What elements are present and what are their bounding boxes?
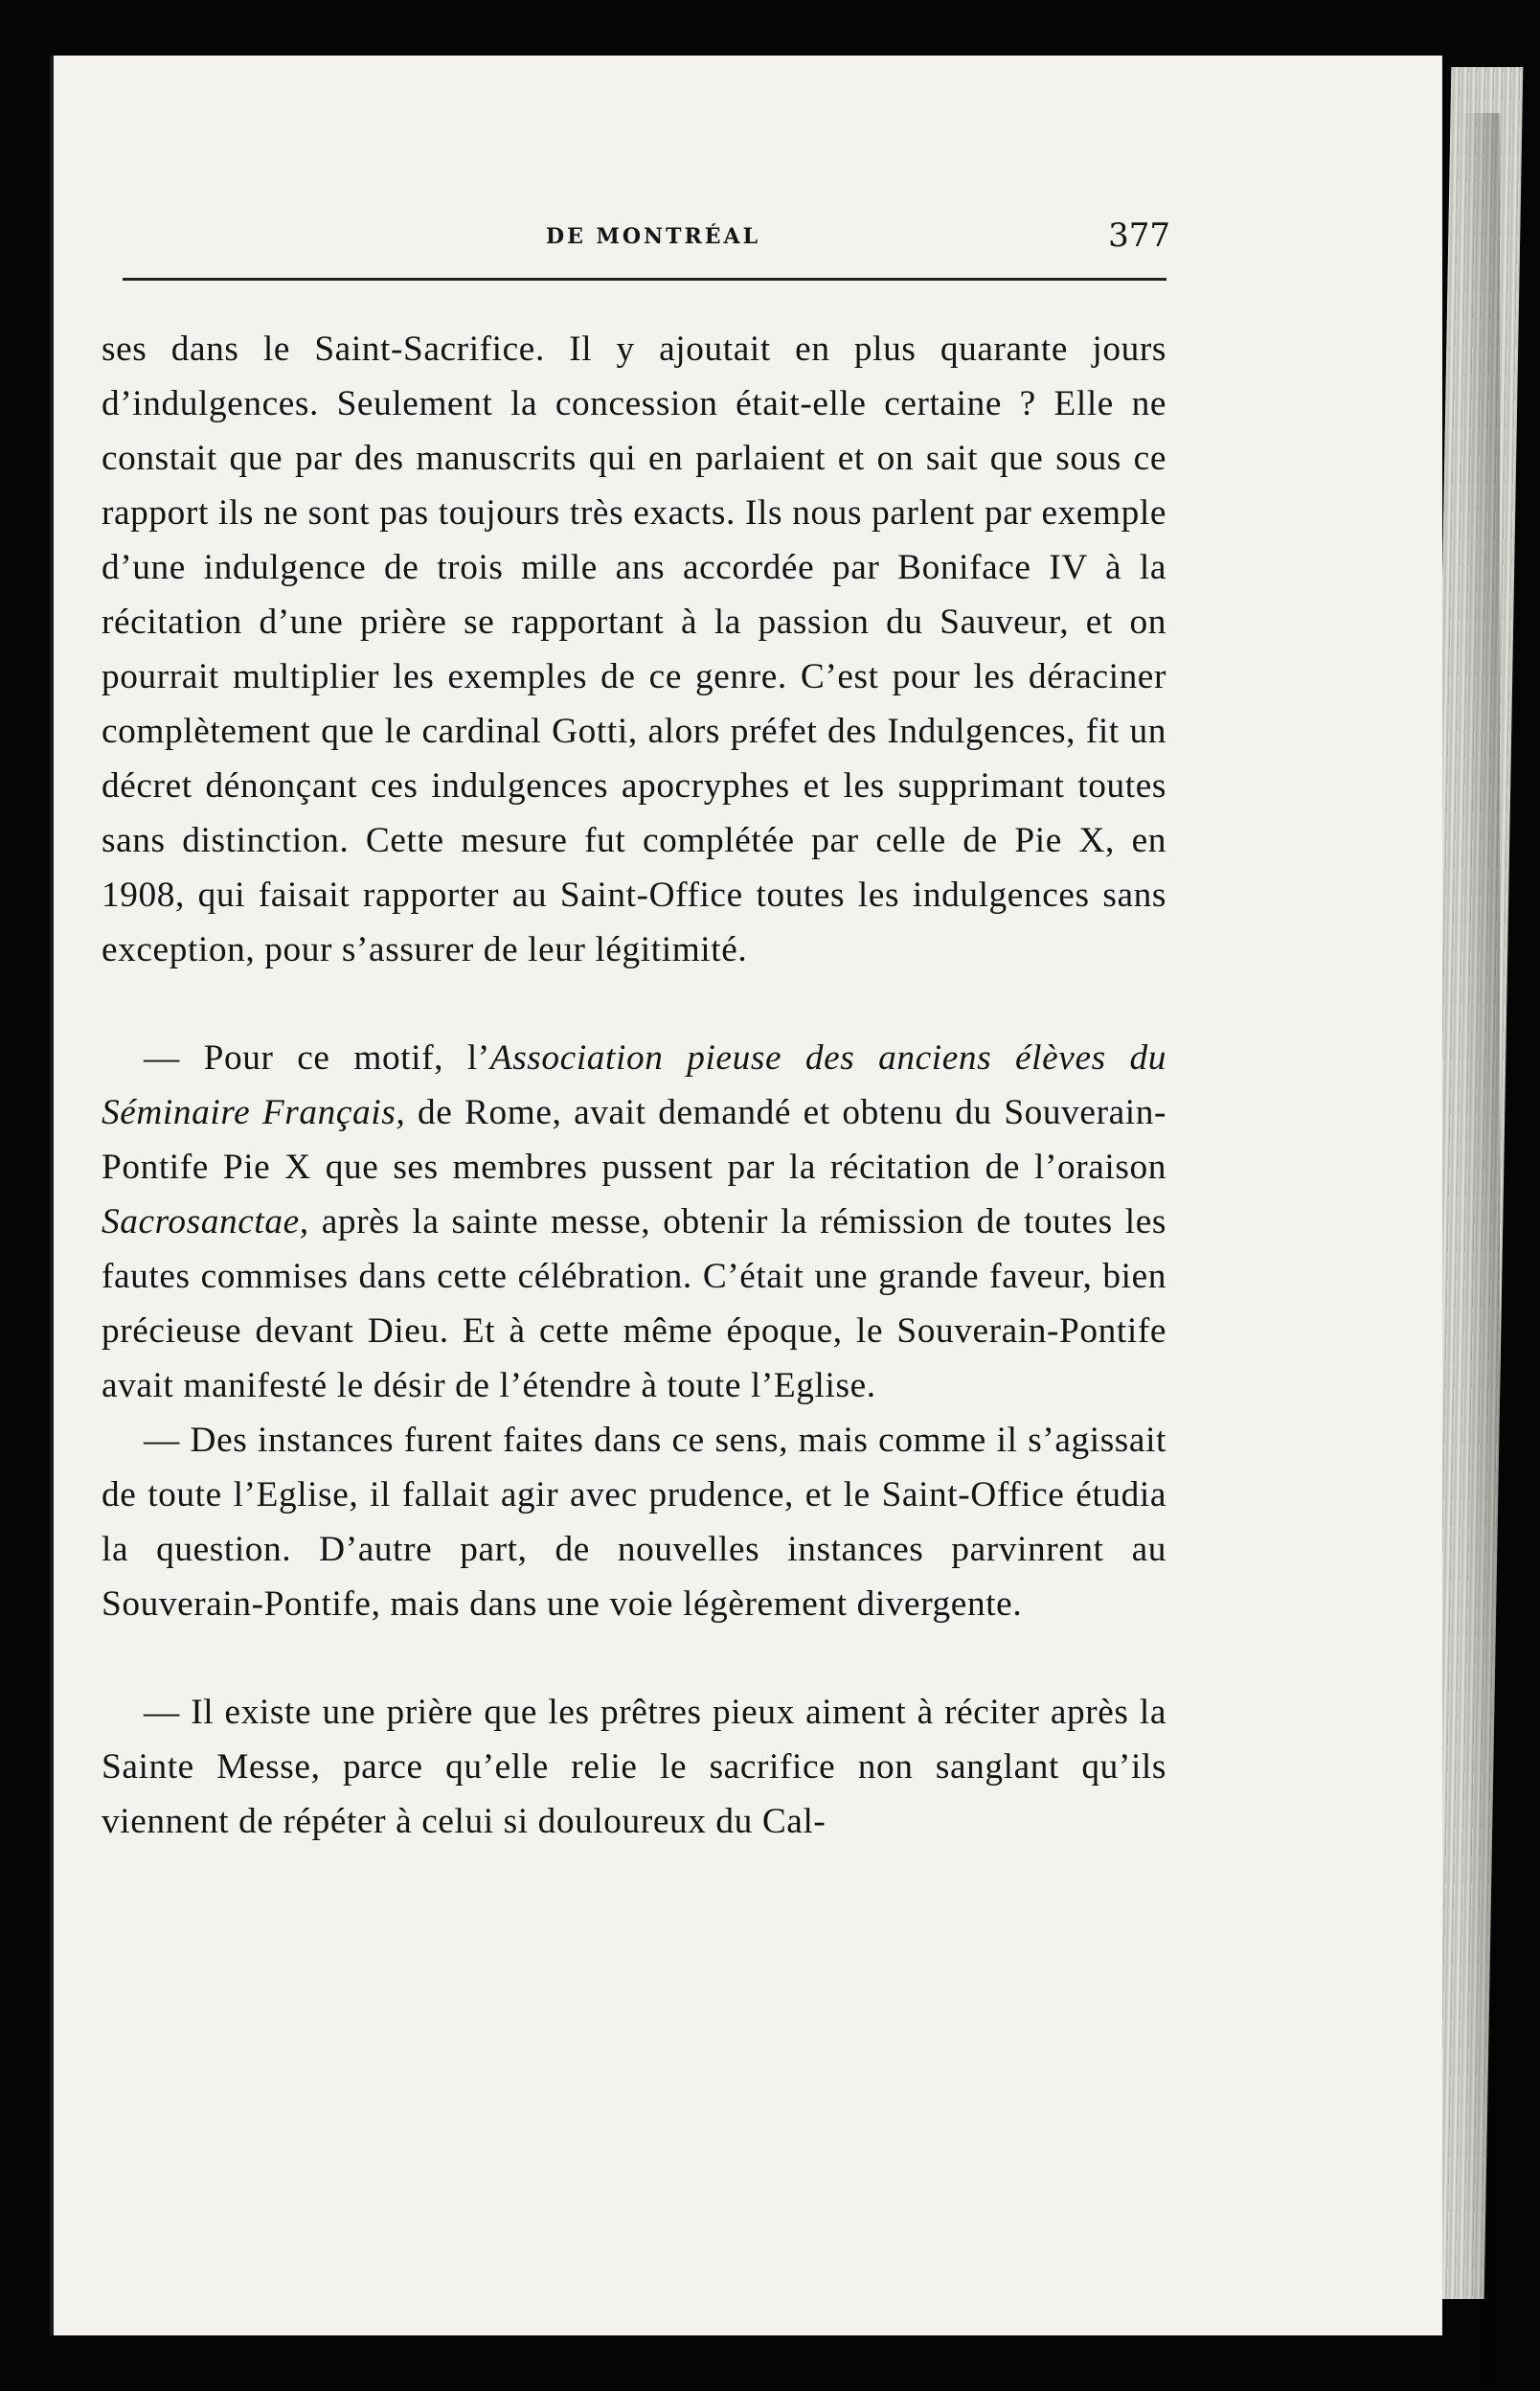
paragraph-2-italic-2: Sacrosanctae,: [102, 1202, 309, 1241]
page-number: 377: [1108, 216, 1170, 255]
paragraph-3: [102, 1413, 1166, 1631]
running-head: DE MONTRÉAL: [546, 224, 761, 249]
header-rule: [123, 278, 1166, 281]
body-text: [102, 322, 1166, 1849]
paragraph-2-text-1: — Pour ce motif, l’: [144, 1038, 490, 1078]
paragraph-4: [102, 1685, 1166, 1849]
paragraph-2-text-2: de Rome, avait demandé et obtenu du Souverain-Pontife Pie X que ses membres pussent par la récitation de l’oraison: [102, 1093, 1166, 1187]
paragraph-2-italic-1: Association pieuse des anciens élèves du Séminaire Français,: [102, 1038, 1166, 1132]
paragraph-3-text: — Des instances furent faites dans ce sens, mais comme il s’agissait de toute l’Eglise, il fallait agir avec prudence, et le Saint-Office étudia la question. D’autre part, de nouvelles instances parvinrent au Souverain-Pontife, mais dans une voie légèrement divergente.: [102, 1421, 1166, 1624]
paragraph-1: [102, 322, 1166, 977]
paragraph-2-text-3: après la sainte messe, obtenir la rémission de toutes les fautes commises dans cette célébration. C’était une grande faveur, bien précieuse devant Dieu. Et à cette même époque, le Souverain-Pontife avait manifesté le désir de l’étendre à toute l’Eglise.: [102, 1202, 1166, 1405]
paragraph-1-text: ses dans le Saint-Sacrifice. Il y ajoutait en plus quarante jours d’indulgences. Seulement la concession était-elle certaine ? Elle ne constait que par des manuscrits qui en parlaient et on sait que sous ce rapport ils ne sont pas toujours très exacts. Ils nous parlent par exemple d’une indulgence de trois mille ans accordée par Boniface IV à la récitation d’une prière se rapportant à la passion du Sauveur, et on pourrait multiplier les exemples de ce genre. C’est pour les déraciner complètement que le cardinal Gotti, alors préfet des Indulgences, fit un décret dénonçant ces indulgences apocryphes et les supprimant toutes sans distinction. Cette mesure fut complétée par celle de Pie X, en 1908, qui faisait rapporter au Saint-Office toutes les indulgences sans exception, pour s’assurer de leur légitimité.: [102, 330, 1166, 969]
page-shadow: [1461, 113, 1500, 2391]
page-header: [115, 218, 1168, 266]
paragraph-2: [102, 1031, 1166, 1413]
paragraph-4-text: — Il existe une prière que les prêtres pieux aiment à réciter après la Sainte Messe, parce qu’elle relie le sacrifice non sanglant qu’ils viennent de répéter à celui si douloureux du Cal-: [102, 1693, 1166, 1841]
